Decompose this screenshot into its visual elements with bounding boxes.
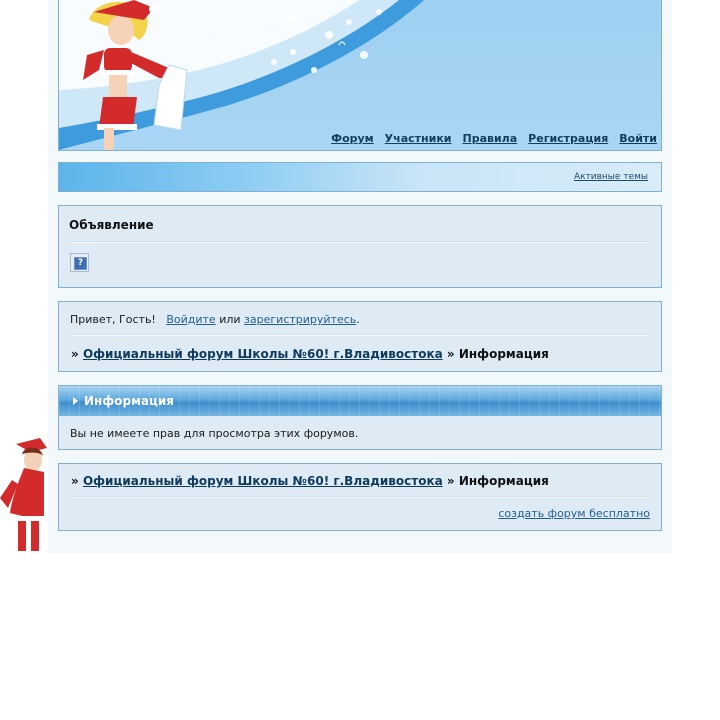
divider — [69, 496, 651, 498]
nav-login-link[interactable]: Войти — [619, 132, 657, 145]
breadcrumb: » Официальный форум Школы №60! г.Владивостока » Информация — [71, 347, 549, 361]
banner-artwork — [59, 0, 661, 150]
nav-forum-link[interactable]: Форум — [331, 132, 374, 145]
nav-members-link[interactable]: Участники — [384, 132, 452, 145]
top-navigation — [331, 132, 657, 145]
announcement-panel — [58, 205, 662, 288]
register-link[interactable]: зарегистрируйтесь — [244, 313, 357, 326]
guest-greeting-panel — [58, 301, 662, 372]
login-link[interactable]: Войдите — [166, 313, 216, 326]
create-forum-link[interactable]: создать форум бесплатно — [498, 507, 650, 520]
breadcrumb: » Официальный форум Школы №60! г.Владивостока » Информация — [71, 474, 549, 488]
header-banner — [58, 0, 662, 151]
nav-rules-link[interactable]: Правила — [462, 132, 518, 145]
nav-register-link[interactable]: Регистрация — [528, 132, 609, 145]
greeting-text: Привет, Гость! Войдите или зарегистрируйтесь. — [70, 313, 360, 326]
footer-panel — [58, 463, 662, 531]
santa-girl-decoration — [0, 438, 48, 554]
breadcrumb-forum-link[interactable]: Официальный форум Школы №60! г.Владивостока — [82, 347, 443, 361]
divider — [69, 334, 651, 336]
information-title: Информация — [84, 394, 174, 408]
question-icon: ? — [70, 253, 89, 272]
breadcrumb-forum-link[interactable]: Официальный форум Школы №60! г.Владивостока — [82, 474, 443, 488]
triangle-icon — [73, 397, 78, 405]
breadcrumb-current: Информация — [458, 347, 549, 361]
information-panel — [58, 385, 662, 450]
divider — [69, 241, 651, 243]
breadcrumb-current: Информация — [458, 474, 549, 488]
no-access-message: Вы не имеете прав для просмотра этих форумов. — [70, 427, 359, 440]
announcement-title: Объявление — [69, 218, 154, 232]
active-topics-bar — [58, 162, 662, 192]
information-header — [59, 386, 661, 416]
active-topics-link[interactable]: Активные темы — [573, 172, 648, 182]
